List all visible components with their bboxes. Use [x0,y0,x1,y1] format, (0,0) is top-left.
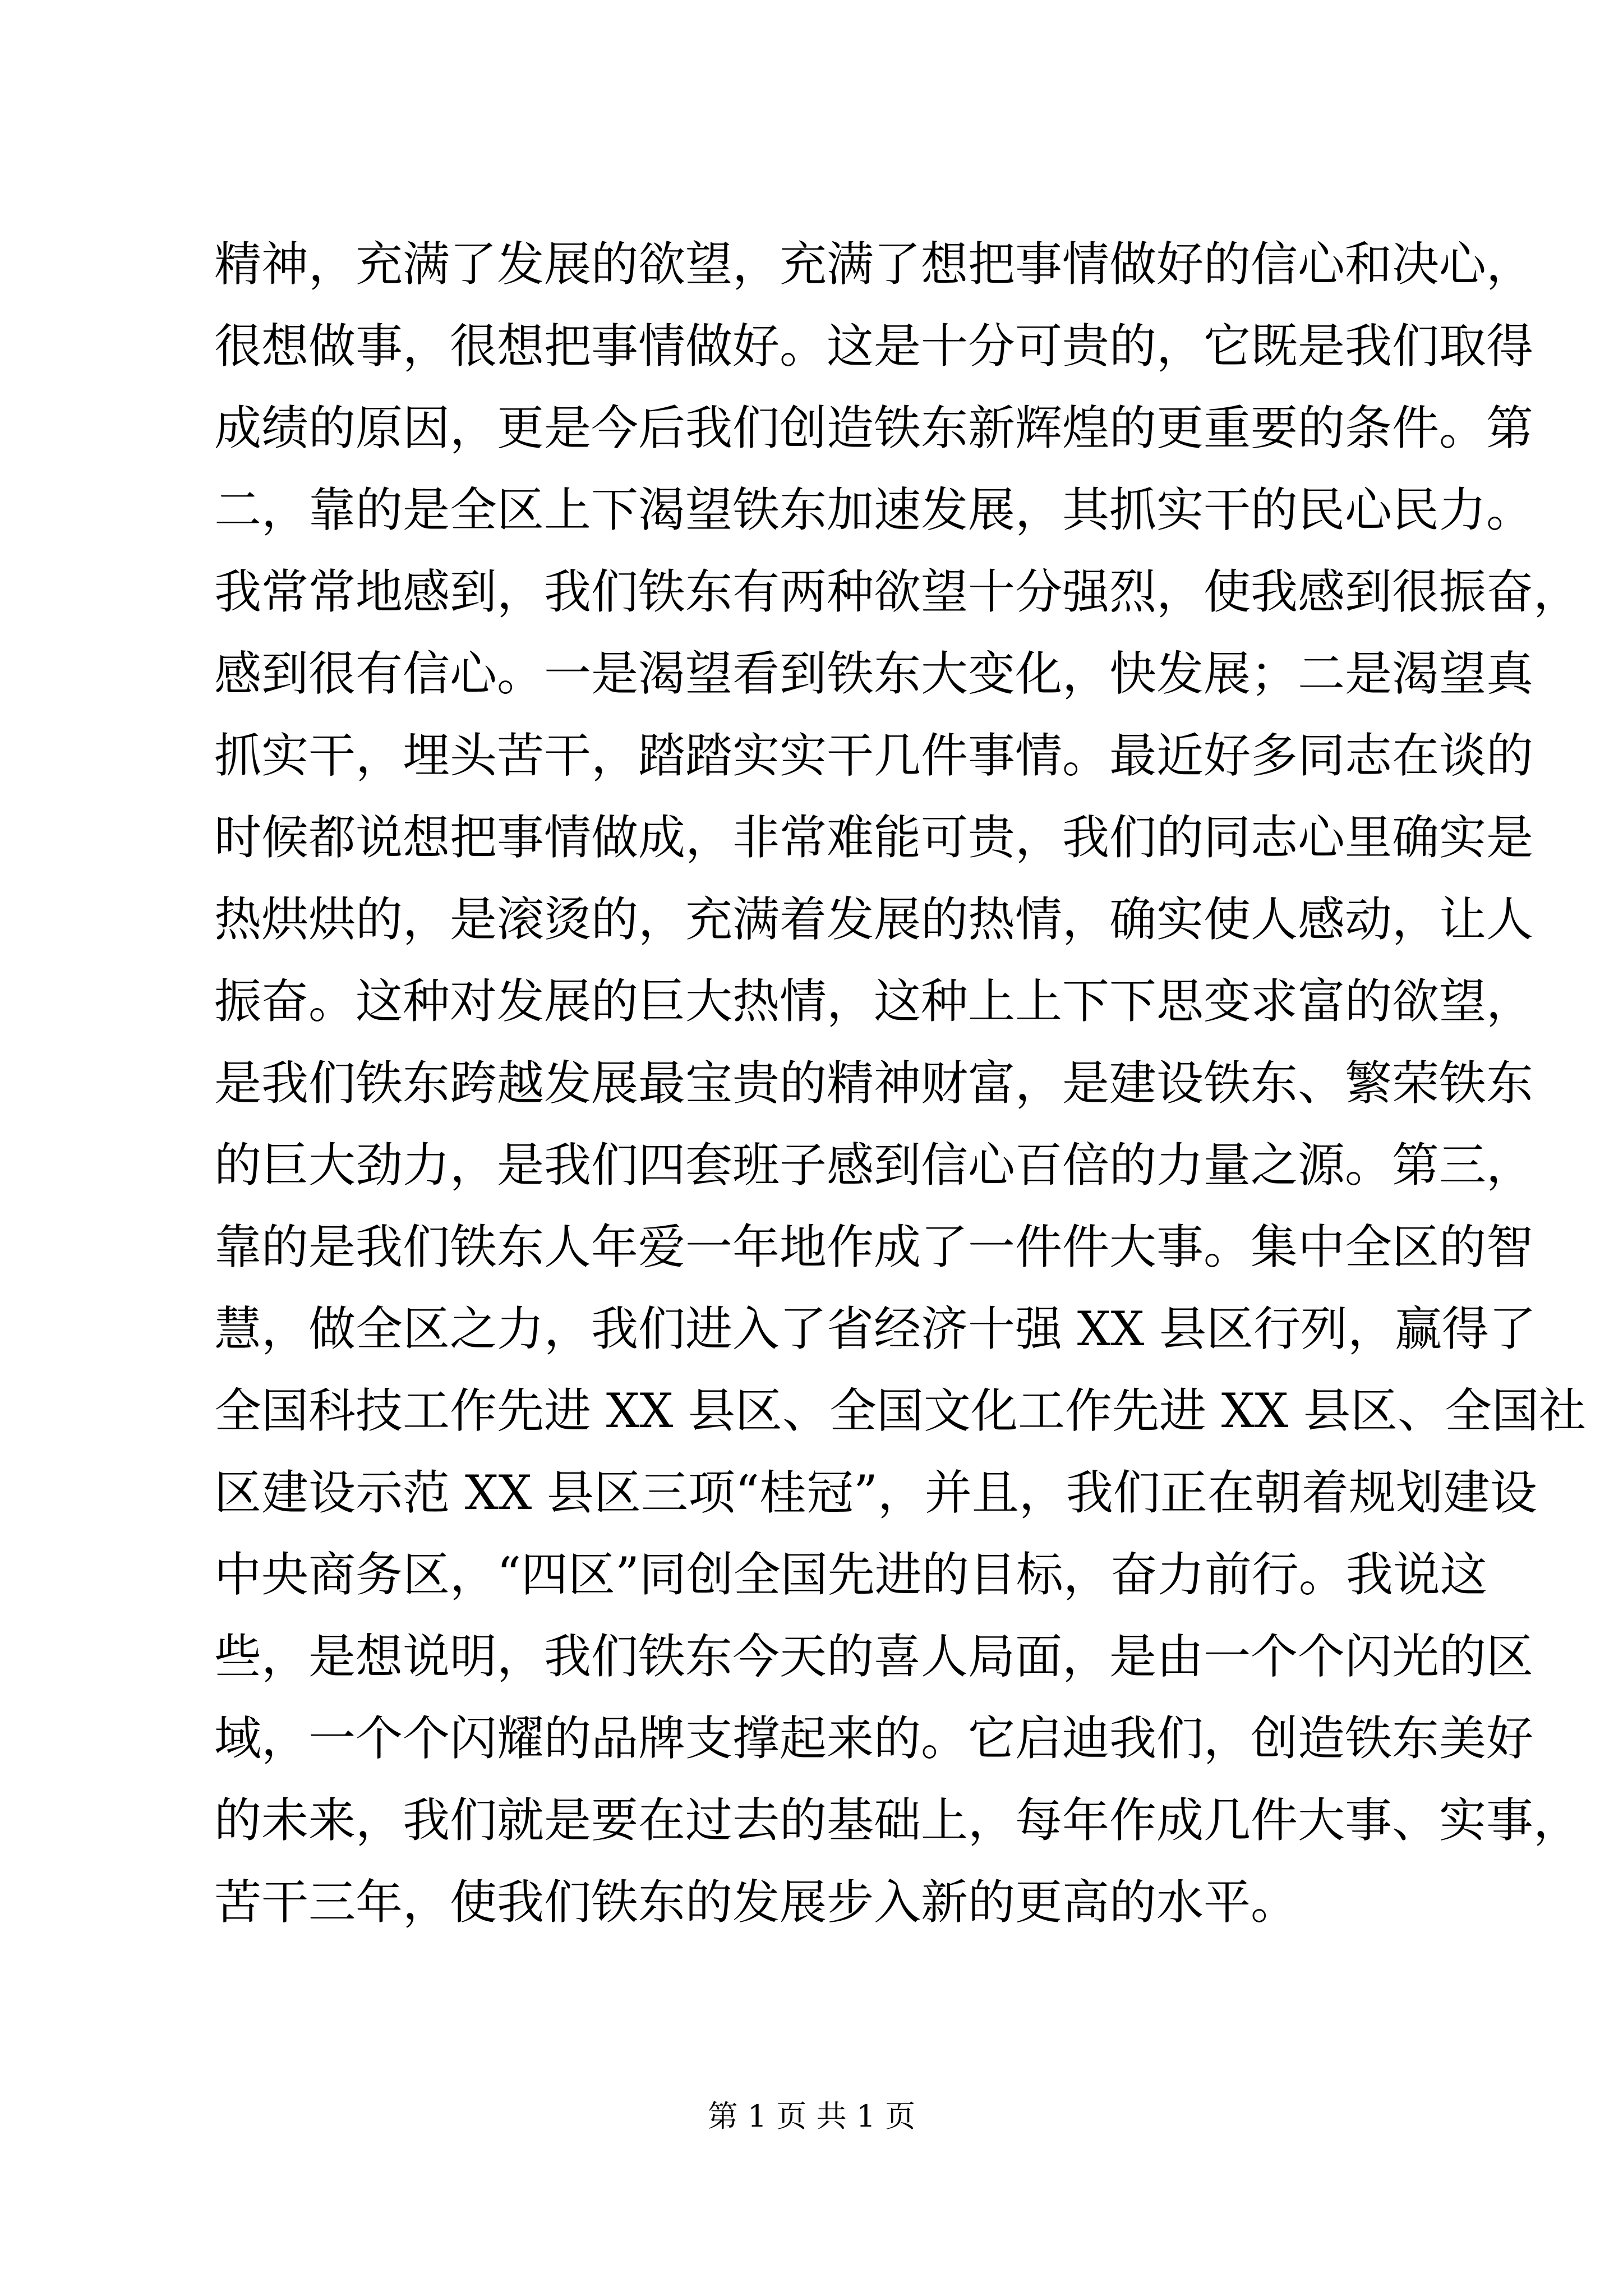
text-line: 热烘烘的，是滚烫的，充满着发展的热情，确实使人感动，让人 [214,892,1534,947]
text-line: 区建设示范 XX 县区三项“桂冠”，并且，我们正在朝着规划建设 [214,1465,1537,1520]
text-line: 我常常地感到，我们铁东有两种欲望十分强烈，使我感到很振奋， [214,564,1581,619]
text-line: 慧，做全区之力，我们进入了省经济十强 XX 县区行列，赢得了 [214,1301,1537,1356]
text-line: 成绩的原因，更是今后我们创造铁东新辉煌的更重要的条件。第 [214,401,1534,455]
text-line: 的巨大劲力，是我们四套班子感到信心百倍的力量之源。第三， [214,1138,1534,1193]
text-line: 苦干三年，使我们铁东的发展步入新的更高的水平。 [214,1875,1298,1930]
text-line: 是我们铁东跨越发展最宝贵的精神财富，是建设铁东、繁荣铁东 [214,1056,1534,1111]
text-line: 靠的是我们铁东人年爱一年地作成了一件件大事。集中全区的智 [214,1220,1534,1274]
text-line: 很想做事，很想把事情做好。这是十分可贵的，它既是我们取得 [214,319,1534,374]
text-line: 精神，充满了发展的欲望，充满了想把事情做好的信心和决心， [214,237,1534,292]
text-line: 时候都说想把事情做成，非常难能可贵，我们的同志心里确实是 [214,810,1534,865]
text-line: 二，靠的是全区上下渴望铁东加速发展，其抓实干的民心民力。 [214,482,1534,537]
text-line: 中央商务区，“四区”同创全国先进的目标，奋力前行。我说这 [214,1547,1487,1602]
text-line: 全国科技工作先进 XX 县区、全国文化工作先进 XX 县区、全国社 [214,1383,1587,1438]
text-line: 振奋。这种对发展的巨大热情，这种上上下下思变求富的欲望， [214,974,1534,1029]
body-paragraph [214,223,1587,1943]
page-footer: 第 1 页 共 1 页 [707,2099,916,2134]
text-line: 域，一个个闪耀的品牌支撑起来的。它启迪我们，创造铁东美好 [214,1711,1534,1766]
text-line: 抓实干，埋头苦干，踏踏实实干几件事情。最近好多同志在谈的 [214,728,1534,783]
text-line: 感到很有信心。一是渴望看到铁东大变化，快发展；二是渴望真 [214,646,1534,701]
text-line: 的未来，我们就是要在过去的基础上，每年作成几件大事、实事， [214,1793,1581,1848]
text-line: 些，是想说明，我们铁东今天的喜人局面，是由一个个闪光的区 [214,1629,1534,1684]
